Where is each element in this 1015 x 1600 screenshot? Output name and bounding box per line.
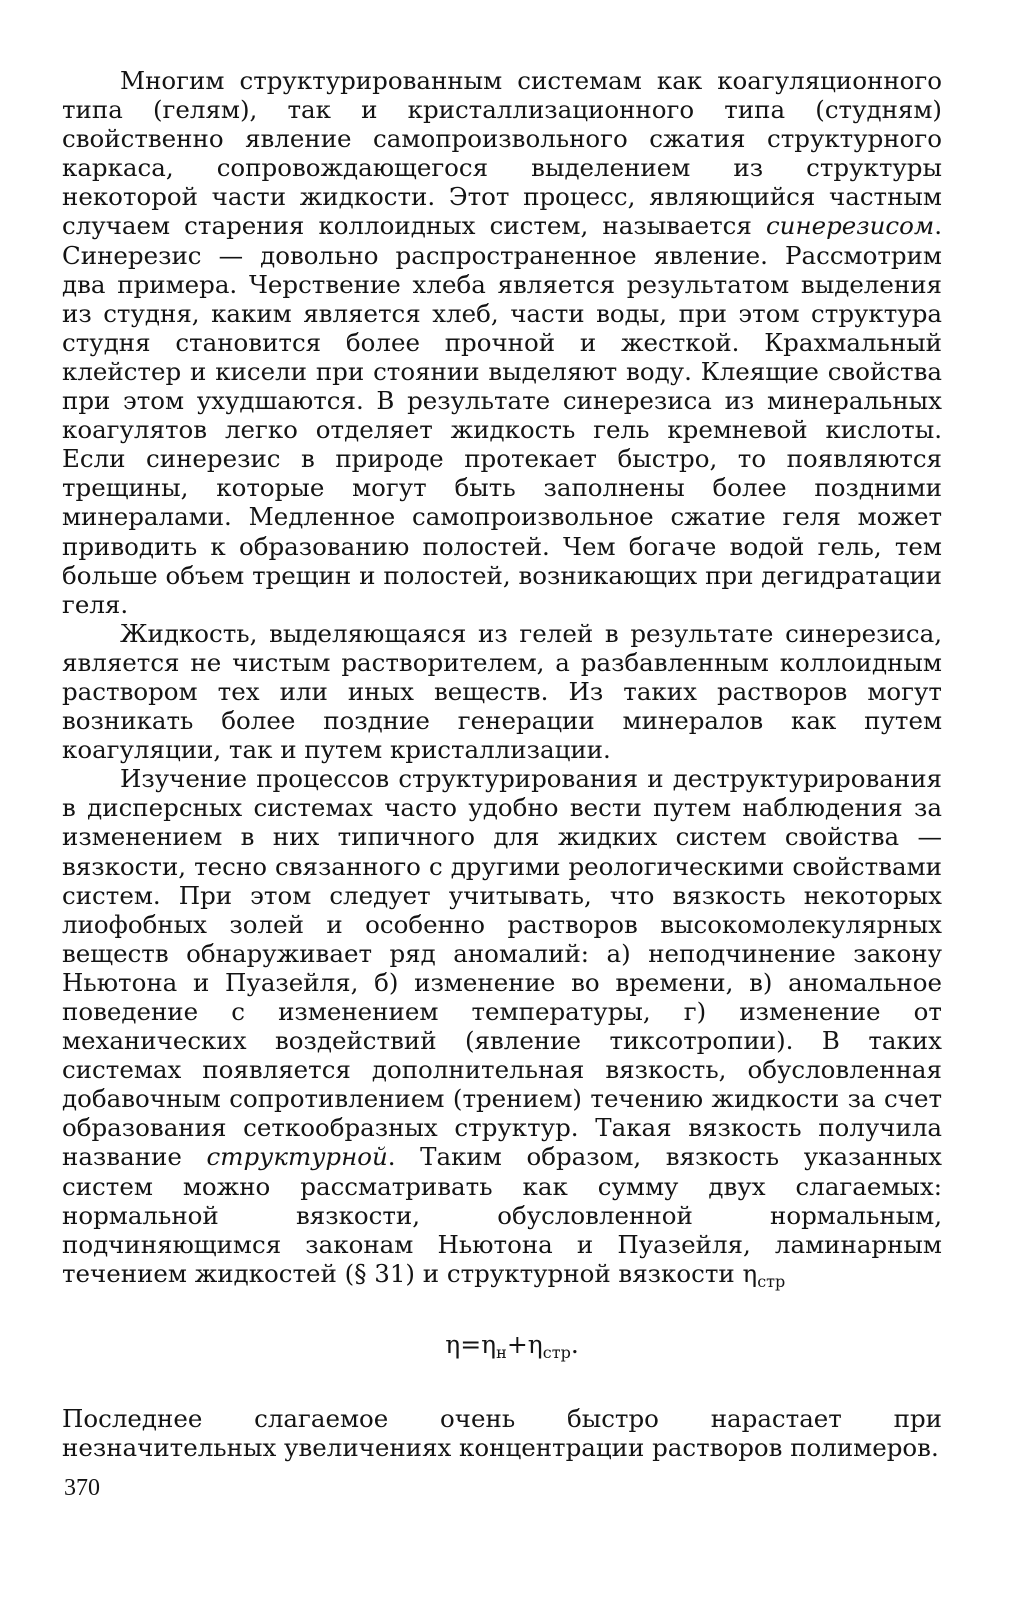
formula-period: .	[570, 1329, 579, 1359]
eta-subscript: стр	[757, 1271, 786, 1291]
formula-lhs: η	[445, 1329, 461, 1359]
text: . Таким образом, вязкость указанных систем можно рассматривать как сумму двух слагаемых: нормальной вязкости, обусловленной нормальным, подчиняющимся законам Ньютона и Пуазейля, ламинарным течением жидкостей (§ 31) и структурной вязкости	[62, 1142, 942, 1288]
text: Многим структурированным системам как коагуляционного типа (гелям), так и кристаллизационного типа (студням) свойственно явление самопроизвольного сжатия структурного каркаса, сопровождающегося выделением из структуры некоторой части жидкости. Этот процесс, являющийся частным случаем старения коллоидных систем, называется	[62, 66, 942, 241]
formula-term2-sub: стр	[542, 1342, 571, 1362]
formula-term2: η	[527, 1329, 543, 1359]
formula-equals: =	[460, 1329, 482, 1359]
viscosity-formula	[62, 1330, 942, 1368]
paragraph-liquid: Жидкость, выделяющаяся из гелей в результате синерезиса, является не чистым растворителем, а разбавленным коллоидным раствором тех или иных веществ. Из таких растворов могут возникать более поздние генерации минералов как путем коагуляции, так и путем кристаллизации.	[62, 618, 942, 765]
page-body	[62, 66, 942, 1566]
paragraph-viscosity	[62, 764, 942, 1296]
formula-term1: η	[481, 1329, 497, 1359]
paragraph-syneresis	[62, 66, 942, 619]
formula-plus: +	[506, 1329, 528, 1359]
term-structural: структурной	[206, 1142, 388, 1172]
text: Изучение процессов структурирования и деструктурирования в дисперсных системах часто удобно вести путем наблюдения за изменением в них типичного для жидких систем свойства — вязкости, тесно связанного с другими реологическими свойствами систем. При этом следует учитывать, что вязкость некоторых лиофобных золей и особенно растворов высокомолекулярных веществ обнаруживает ряд аномалий: а) неподчинение закону Ньютона и Пуазейля, б) изменение во времени, в) аномальное поведение с изменением температуры, г) изменение от механических воздействий (явление тиксотропии). В таких системах появляется дополнительная вязкость, обусловленная добавочным сопротивлением (трением) течению жидкости за счет образования сеткообразных структур. Такая вязкость получила название	[62, 764, 942, 1172]
paragraph-last-term: Последнее слагаемое очень быстро нарастает при незначительных увеличениях концентрации растворов полимеров.	[62, 1403, 942, 1463]
formula-term1-sub: н	[496, 1342, 507, 1362]
eta-symbol: η	[742, 1258, 758, 1288]
text: . Синерезис — довольно распространенное явление. Рассмотрим два примера. Черствение хлеба является результатом выделения из студня, каким является хлеб, части воды, при этом структура студня становится более прочной и жесткой. Крахмальный клейстер и кисели при стоянии выделяют воду. Клеящие свойства при этом ухудшаются. В результате синерезиса из минеральных коагулятов легко отделяет жидкость гель кремневой кислоты. Если синерезис в природе протекает быстро, то появляются трещины, которые могут быть заполнены более поздними минералами. Медленное самопроизвольное сжатие геля может приводить к образованию полостей. Чем богаче водой гель, тем больше объем трещин и полостей, возникающих при дегидратации геля.	[62, 211, 942, 619]
term-syneresis: синерезисом	[765, 211, 935, 241]
page-number: 370	[64, 1475, 100, 1501]
